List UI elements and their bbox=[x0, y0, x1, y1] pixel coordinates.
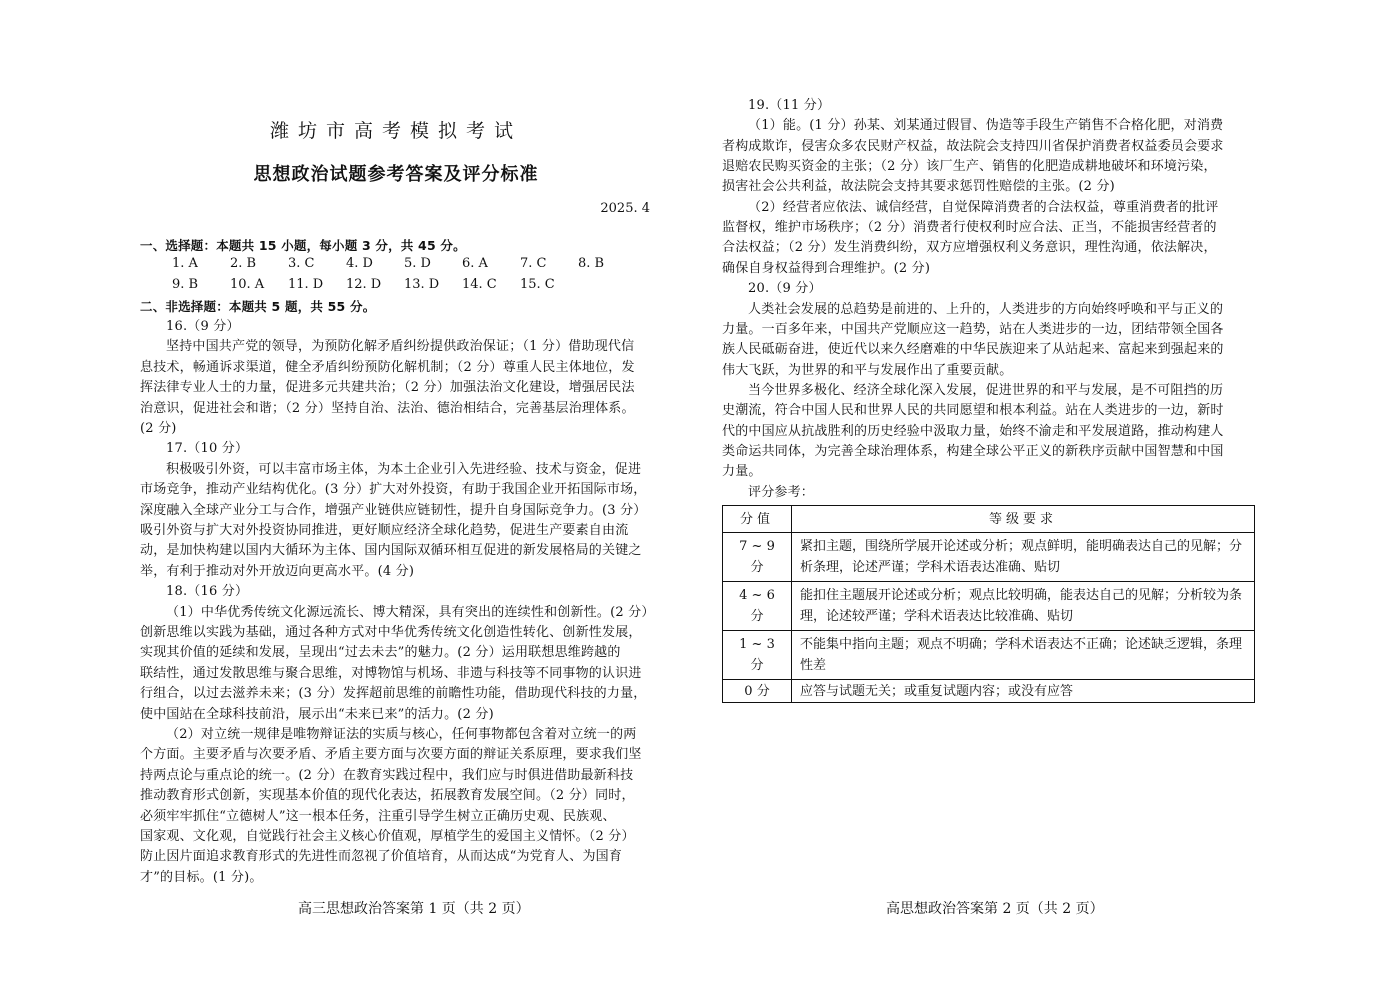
score-cell: 4 ~ 6 分 bbox=[723, 582, 792, 631]
choice-answers-row1 bbox=[172, 256, 636, 271]
text-line: （2）对立统一规律是唯物辩证法的实质与核心，任何事物都包含着对立统一的两 bbox=[166, 727, 637, 742]
table-row bbox=[723, 680, 1255, 703]
text-line: 合法权益；（2 分）发生消费纠纷，双方应增强权利义务意识，理性沟通，依法解决， bbox=[722, 240, 1217, 256]
text-line: 使中国站在全球科技前沿，展示出“未来已来”的活力。(2 分) bbox=[140, 706, 494, 722]
text-line: 监督权，维护市场秩序；（2 分）消费者行使权利时应合法、正当，不能损害经营者的 bbox=[722, 220, 1217, 236]
table-row bbox=[723, 533, 1255, 582]
text-line: （1）能。(1 分）孙某、刘某通过假冒、伪造等手段生产销售不合格化肥，对消费 bbox=[748, 118, 1224, 134]
text-line: 力量。 bbox=[722, 464, 762, 480]
text-line: 16.（9 分） bbox=[166, 319, 240, 334]
text-line: 史潮流，符合中国人民和世界人民的共同愿望和根本利益。站在人类进步的一边，新时 bbox=[722, 403, 1224, 419]
table-row bbox=[723, 631, 1255, 680]
answer-item: 6. A bbox=[462, 256, 488, 271]
score-cell: 1 ~ 3 分 bbox=[723, 631, 792, 680]
text-line: 当今世界多极化、经济全球化深入发展，促进世界的和平与发展，是不可阻挡的历 bbox=[748, 382, 1224, 398]
text-line: 吸引外资与扩大对外投资协同推进，更好顺应经济全球化趋势，促进生产要素自由流 bbox=[140, 523, 629, 538]
section2-heading: 二、非选择题：本题共 5 题，共 55 分。 bbox=[140, 299, 376, 314]
text-line: 族人民砥砺奋进，使近代以来久经磨难的中华民族迎来了从站起来、富起来到强起来的 bbox=[722, 342, 1224, 358]
text-line: 积极吸引外资，可以丰富市场主体，为本土企业引入先进经验、技术与资金，促进 bbox=[166, 461, 642, 477]
requirement-cell: 紧扣主题，围绕所学展开论述或分析；观点鲜明，能明确表达自己的见解；分析条理，论述严谨；学科术语表达准确、贴切 bbox=[792, 533, 1255, 582]
scoring-table bbox=[722, 505, 1255, 703]
answer-item: 8. B bbox=[578, 256, 605, 271]
requirement-cell: 能扣住主题展开论述或分析；观点比较明确，能表达自己的见解；分析较为条理，论述较严谨；学科术语表达比较准确、贴切 bbox=[792, 582, 1255, 631]
text-line: 动，是加快构建以国内大循环为主体、国内国际双循环相互促进的新发展格局的关键之 bbox=[140, 543, 642, 559]
answer-item: 1. A bbox=[172, 256, 198, 271]
answer-item: 5. D bbox=[404, 256, 431, 271]
text-line: 类命运共同体，为完善全球治理体系，构建全球公平正义的新秩序贡献中国智慧和中国 bbox=[722, 443, 1224, 459]
section1-heading: 一、选择题：本题共 15 小题，每小题 3 分，共 45 分。 bbox=[140, 238, 466, 253]
text-line: 持两点论与重点论的统一。(2 分）在教育实践过程中，我们应与时俱进借助最新科技 bbox=[140, 767, 634, 783]
text-line: 实现其价值的延续和发展，呈现出“过去未去”的魅力。(2 分）运用联想思维跨越的 bbox=[140, 645, 621, 661]
table-header-requirement: 等级要求 bbox=[792, 506, 1255, 533]
text-line: 退赔农民购买资金的主张；（2 分）该厂生产、销售的化肥造成耕地破坏和环境污染， bbox=[722, 159, 1217, 175]
text-line: 防止因片面追求教育形式的先进性而忽视了价值培育，从而达成“为党育人、为国育 bbox=[140, 849, 623, 865]
answer-item: 14. C bbox=[462, 277, 497, 292]
answer-item: 13. D bbox=[404, 277, 440, 292]
text-line: 挥法律专业人士的力量，促进多元共建共治；（2 分）加强法治文化建设，增强居民法 bbox=[140, 380, 635, 396]
exam-date: 2025. 4 bbox=[600, 201, 650, 216]
answer-item: 4. D bbox=[346, 256, 373, 271]
answer-item: 2. B bbox=[230, 256, 257, 271]
text-line: 国家观、文化观，自觉践行社会主义核心价值观，厚植学生的爱国主义情怀。（2 分） bbox=[140, 829, 635, 844]
text-line: 才”的目标。(1 分)。 bbox=[140, 869, 263, 885]
answer-title: 思想政治试题参考答案及评分标准 bbox=[253, 164, 539, 185]
text-line: 者构成欺诈，侵害众多农民财产权益，故法院会支持四川省保护消费者权益委员会要求 bbox=[722, 138, 1224, 154]
choice-answers-row2 bbox=[172, 277, 578, 292]
text-line: 深度融入全球产业分工与合作，增强产业链供应链韧性，提升自身国际竞争力。(3 分） bbox=[140, 502, 647, 518]
page-footer: 高思想政治答案第 2 页（共 2 页） bbox=[886, 901, 1104, 917]
text-line: 必须牢牢抓住“立德树人”这一根本任务，注重引导学生树立正确历史观、民族观、 bbox=[140, 808, 616, 824]
text-line: 行组合，以过去滋养未来；(3 分）发挥超前思维的前瞻性功能，借助现代科技的力量， bbox=[140, 686, 647, 702]
text-line: 创新思维以实践为基础，通过各种方式对中华优秀传统文化创造性转化、创新性发展， bbox=[140, 625, 642, 640]
text-line: 17.（10 分） bbox=[166, 441, 249, 457]
page-footer: 高三思想政治答案第 1 页（共 2 页） bbox=[298, 901, 530, 917]
text-line: （2）经营者应依法、诚信经营，自觉保障消费者的合法权益，尊重消费者的批评 bbox=[748, 199, 1219, 215]
requirement-cell: 不能集中指向主题；观点不明确；学科术语表达不正确；论述缺乏逻辑，条理性差 bbox=[792, 631, 1255, 680]
text-line: 坚持中国共产党的领导，为预防化解矛盾纠纷提供政治保证；（1 分）借助现代信 bbox=[166, 339, 635, 355]
text-line: 推动教育形式创新，实现基本价值的现代化表达，拓展教育发展空间。（2 分）同时， bbox=[140, 788, 635, 804]
score-cell: 0 分 bbox=[723, 680, 792, 703]
answer-item: 7. C bbox=[520, 256, 547, 271]
text-line: 评分参考： bbox=[748, 484, 815, 500]
requirement-cell: 应答与试题无关；或重复试题内容；或没有应答 bbox=[792, 680, 1255, 703]
text-line: 治意识，促进社会和谐；（2 分）坚持自治、法治、德治相结合，完善基层治理体系。 bbox=[140, 400, 635, 416]
text-line: 19.（11 分） bbox=[748, 98, 831, 113]
text-line: （1）中华优秀传统文化源远流长、博大精深，具有突出的连续性和创新性。(2 分） bbox=[166, 604, 655, 620]
text-line: 市场竞争，推动产业结构优化。(3 分）扩大对外投资，有助于我国企业开拓国际市场， bbox=[140, 482, 647, 498]
text-line: 力量。一百多年来，中国共产党顺应这一趋势，站在人类进步的一边，团结带领全国各 bbox=[722, 321, 1224, 337]
text-line: 伟大飞跃，为世界的和平与发展作出了重要贡献。 bbox=[722, 362, 1013, 378]
answer-item: 11. D bbox=[288, 277, 324, 292]
table-row bbox=[723, 582, 1255, 631]
text-line: 代的中国应从抗战胜利的历史经验中汲取力量，始终不渝走和平发展道路，推动构建人 bbox=[722, 423, 1224, 439]
text-line: (2 分) bbox=[140, 421, 177, 436]
table-header-score: 分值 bbox=[723, 506, 792, 533]
answer-item: 9. B bbox=[172, 277, 199, 292]
text-line: 20.（9 分） bbox=[748, 281, 822, 297]
answer-item: 10. A bbox=[230, 277, 265, 292]
answer-item: 15. C bbox=[520, 277, 555, 292]
text-line: 确保自身权益得到合理维护。(2 分) bbox=[722, 260, 931, 276]
text-line: 联结性，通过发散思维与聚合思维，对博物馆与机场、非遗与科技等不同事物的认识进 bbox=[140, 665, 642, 681]
text-line: 人类社会发展的总趋势是前进的、上升的，人类进步的方向始终呼唤和平与正义的 bbox=[748, 301, 1224, 317]
exam-title: 潍坊市高考模拟考试 bbox=[269, 120, 522, 142]
score-cell: 7 ~ 9 分 bbox=[723, 533, 792, 582]
text-line: 18.（16 分） bbox=[166, 584, 249, 600]
text-line: 息技术，畅通诉求渠道，健全矛盾纠纷预防化解机制；（2 分）尊重人民主体地位，发 bbox=[140, 359, 635, 375]
text-line: 个方面。主要矛盾与次要矛盾、矛盾主要方面与次要方面的辩证关系原理，要求我们坚 bbox=[140, 747, 642, 763]
text-line: 损害社会公共利益，故法院会支持其要求惩罚性赔偿的主张。(2 分) bbox=[722, 179, 1115, 195]
answer-item: 3. C bbox=[288, 256, 315, 271]
answer-item: 12. D bbox=[346, 277, 382, 292]
text-line: 举，有利于推动对外开放迈向更高水平。(4 分) bbox=[140, 563, 415, 579]
